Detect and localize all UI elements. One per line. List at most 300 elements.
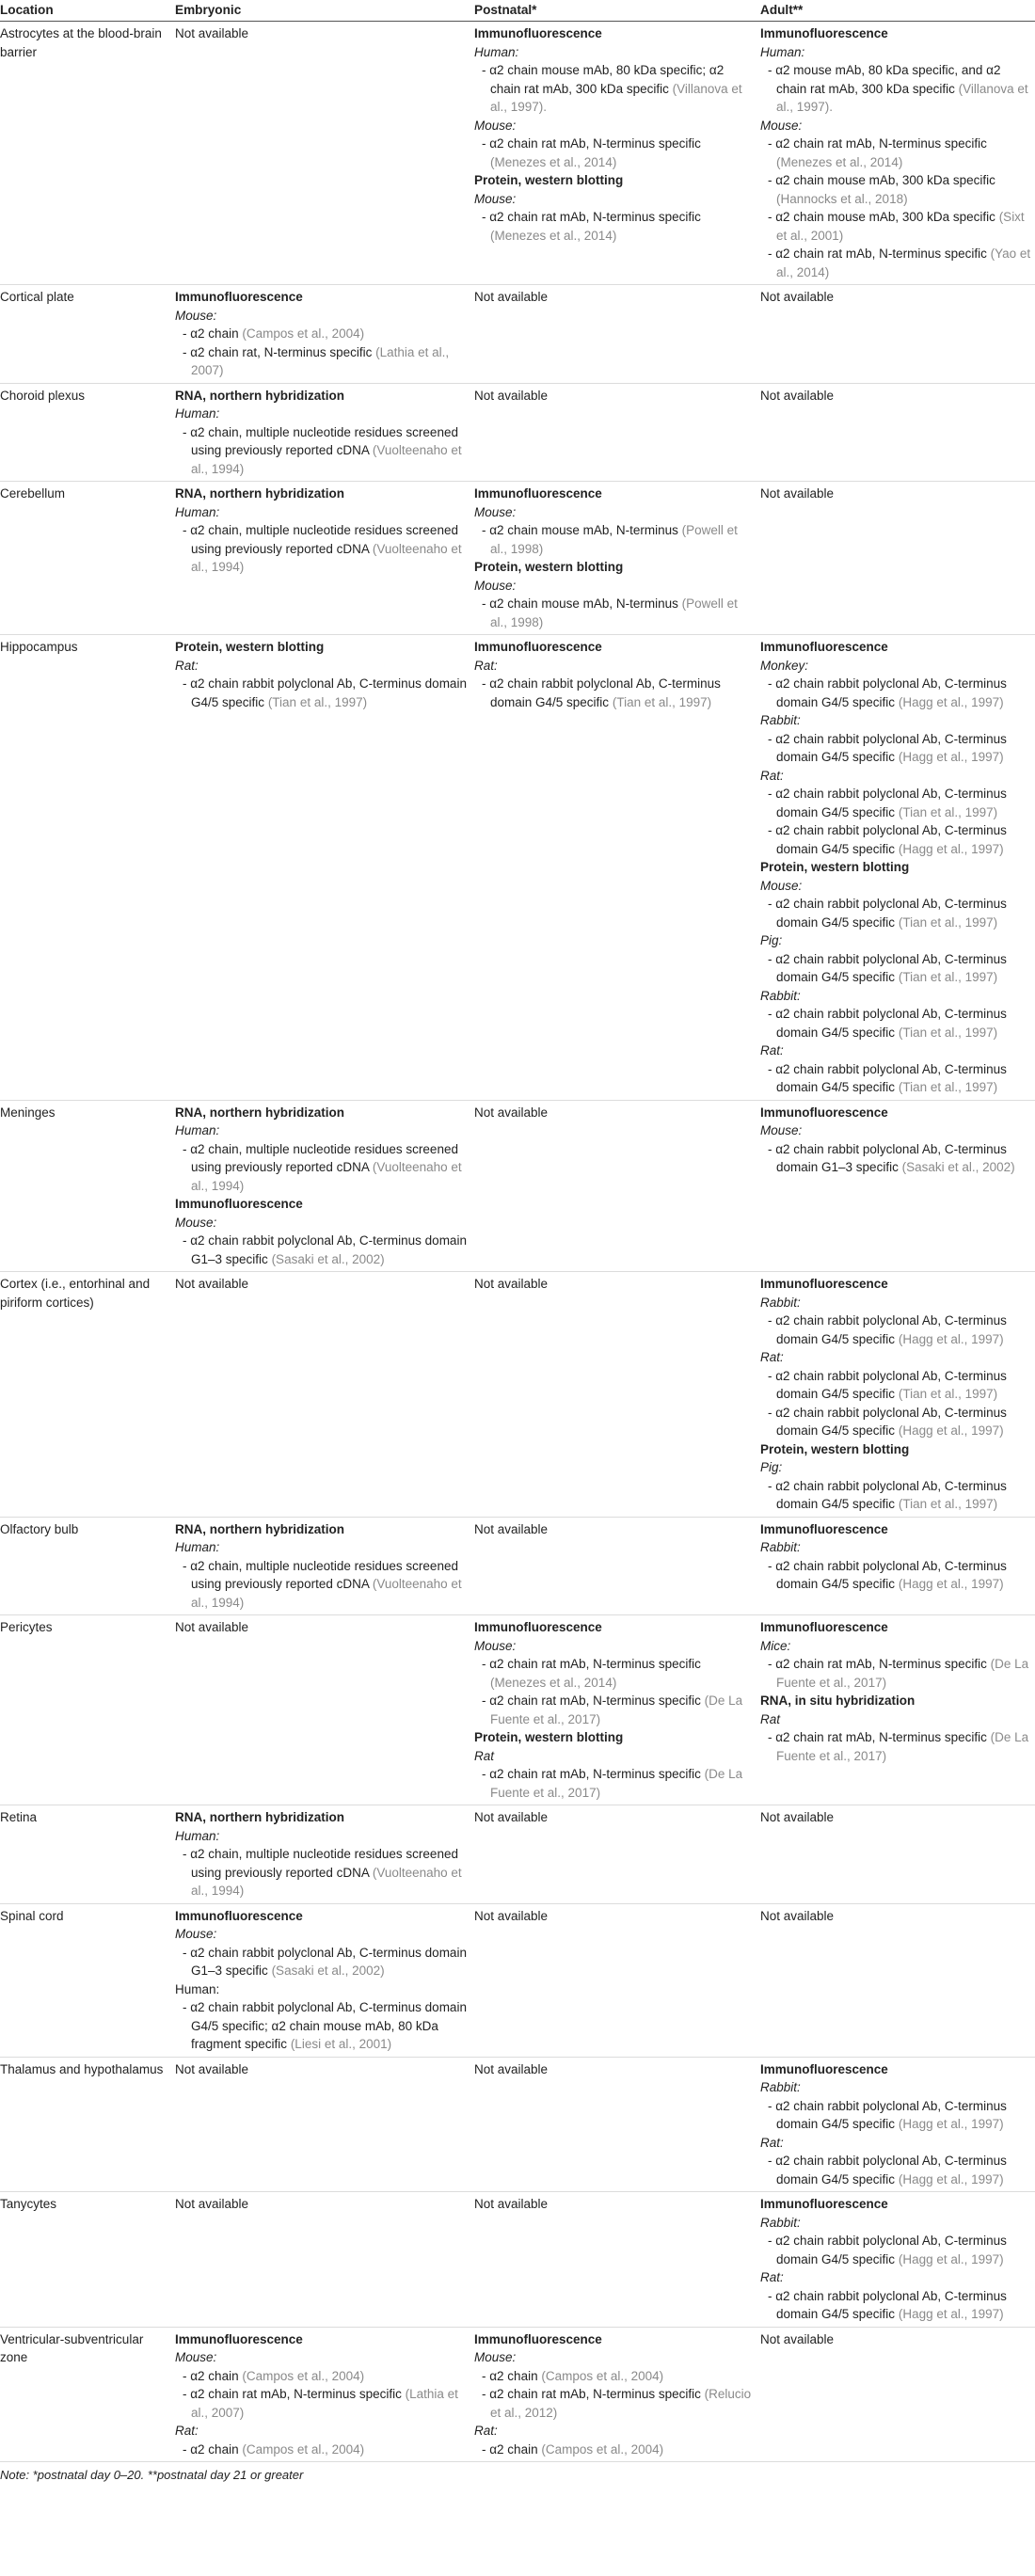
citation-text: (Powell et al., 1998) <box>490 596 738 629</box>
species-label: Mouse: <box>175 1927 217 1941</box>
antibody-description: - α2 chain rat mAb, N-terminus specific <box>768 246 987 261</box>
antibody-item <box>175 2385 470 2422</box>
antibody-item <box>175 343 470 380</box>
postnatal-cell <box>474 1272 760 1518</box>
species-label: Mouse: <box>474 504 517 519</box>
citation-text: (Tian et al., 1997) <box>898 804 998 819</box>
antibody-item <box>760 1367 1031 1404</box>
antibody-description: - α2 chain, multiple nucleotide residues screened using previously reported cDNA <box>183 424 458 457</box>
embryonic-cell <box>175 635 474 1101</box>
antibody-item <box>474 1692 756 1728</box>
adult-cell <box>760 482 1035 635</box>
method-heading: RNA, northern hybridization <box>175 1521 344 1536</box>
antibody-description: - α2 chain mouse mAb, N-terminus <box>482 596 678 611</box>
antibody-description: - α2 chain mouse mAb, 80 kDa specific; α2 chain rat mAb, 300 kDa specific <box>482 63 724 96</box>
embryonic-cell <box>175 1903 474 2057</box>
antibody-description: - α2 chain rat mAb, N-terminus specific <box>768 1657 987 1671</box>
citation-text: (Vuolteenaho et al., 1994) <box>191 1160 462 1193</box>
species-label: Rabbit: <box>760 1540 801 1554</box>
antibody-description: - α2 chain rat mAb, N-terminus specific <box>482 210 701 224</box>
antibody-description: - α2 chain rabbit polyclonal Ab, C-terminus domain G4/5 specific <box>768 2234 1007 2266</box>
citation-text: (Menezes et al., 2014) <box>490 154 617 169</box>
adult-cell <box>760 2057 1035 2192</box>
antibody-item <box>175 1232 470 1268</box>
method-heading: Immunofluorescence <box>760 26 888 40</box>
species-label: Mouse: <box>175 2350 217 2364</box>
antibody-item <box>760 1140 1031 1177</box>
antibody-description: - α2 chain rabbit polyclonal Ab, C-terminus domain G4/5 specific <box>768 676 1007 709</box>
postnatal-cell <box>474 2327 760 2462</box>
antibody-description: - α2 chain rabbit polyclonal Ab, C-terminus domain G4/5 specific <box>768 2154 1007 2186</box>
method-heading: RNA, northern hybridization <box>175 388 344 403</box>
citation-text: (De La Fuente et al., 2017) <box>490 1767 743 1800</box>
embryonic-cell <box>175 22 474 285</box>
cell-text: Not available <box>474 1277 549 1291</box>
postnatal-cell <box>474 1517 760 1615</box>
method-heading: Immunofluorescence <box>760 2197 888 2211</box>
postnatal-cell <box>474 482 760 635</box>
citation-text: (Villanova et al., 1997). <box>776 81 1028 114</box>
method-heading: Protein, western blotting <box>760 1441 910 1456</box>
antibody-description: - α2 chain rabbit polyclonal Ab, C-terminus domain G4/5 specific <box>768 897 1007 930</box>
method-heading: RNA, northern hybridization <box>175 486 344 501</box>
embryonic-cell <box>175 482 474 635</box>
antibody-description: - α2 chain <box>183 326 239 341</box>
antibody-item <box>474 135 756 171</box>
column-header-adult: Adult** <box>760 0 1035 22</box>
citation-text: (Powell et al., 1998) <box>490 523 738 556</box>
citation-text: (De La Fuente et al., 2017) <box>490 1693 743 1726</box>
citation-text: (Vuolteenaho et al., 1994) <box>191 443 462 476</box>
species-label: Human: <box>175 406 220 421</box>
citation-text: (Tian et al., 1997) <box>612 694 712 709</box>
antibody-description: - α2 chain, multiple nucleotide residues screened using previously reported cDNA <box>183 523 458 556</box>
adult-cell <box>760 1100 1035 1272</box>
adult-cell <box>760 1517 1035 1615</box>
citation-text: (Hagg et al., 1997) <box>898 1331 1004 1346</box>
citation-text: (Campos et al., 2004) <box>242 326 365 341</box>
citation-text: (Campos et al., 2004) <box>541 2441 664 2457</box>
species-label: Pig: <box>760 1460 783 1474</box>
embryonic-cell <box>175 1517 474 1615</box>
method-heading: Immunofluorescence <box>474 640 602 654</box>
antibody-description: - α2 chain rabbit polyclonal Ab, C-terminus domain G4/5 specific <box>768 787 1007 819</box>
species-label: Mouse: <box>760 1123 803 1137</box>
method-heading: Immunofluorescence <box>760 1521 888 1536</box>
antibody-item <box>474 1655 756 1692</box>
antibody-description: - α2 chain <box>183 2368 239 2383</box>
antibody-description: - α2 chain rabbit polyclonal Ab, C-terminus domain G1–3 specific <box>768 1141 1007 1174</box>
citation-text: (Hagg et al., 1997) <box>898 2117 1004 2131</box>
method-heading: Protein, western blotting <box>760 860 910 874</box>
method-heading: Protein, western blotting <box>474 173 624 187</box>
antibody-description: - α2 chain rabbit polyclonal Ab, C-terminus domain G4/5 specific <box>768 1405 1007 1438</box>
antibody-item <box>760 1477 1031 1514</box>
antibody-item <box>474 1765 756 1802</box>
species-label: Rat: <box>760 1350 784 1364</box>
antibody-item <box>474 2367 756 2386</box>
antibody-item <box>760 675 1031 711</box>
citation-text: (Hagg et al., 1997) <box>898 2171 1004 2186</box>
table-row <box>0 22 1035 285</box>
method-heading: Protein, western blotting <box>474 1730 624 1744</box>
table-row <box>0 1805 1035 1904</box>
antibody-description: - α2 chain rabbit polyclonal Ab, C-terminus domain G4/5 specific <box>768 951 1007 984</box>
postnatal-cell <box>474 1615 760 1805</box>
species-label: Mice: <box>760 1638 791 1653</box>
citation-text: (Hagg et al., 1997) <box>898 2307 1004 2321</box>
method-heading: Protein, western blotting <box>175 640 325 654</box>
citation-text: (Hagg et al., 1997) <box>898 1423 1004 1438</box>
species-label: Rat: <box>474 658 498 673</box>
method-heading: Immunofluorescence <box>175 2331 303 2346</box>
table-row <box>0 2327 1035 2462</box>
species-label: Pig: <box>760 933 783 947</box>
antibody-item <box>474 2441 756 2459</box>
antibody-description: - α2 chain, multiple nucleotide residues screened using previously reported cDNA <box>183 1141 458 1174</box>
antibody-description: - α2 chain rabbit polyclonal Ab, C-terminus domain G4/5 specific <box>768 1478 1007 1511</box>
species-label: Mouse: <box>474 1638 517 1653</box>
table-row <box>0 383 1035 482</box>
antibody-item <box>760 1557 1031 1594</box>
table-row <box>0 285 1035 384</box>
antibody-item <box>760 1655 1031 1692</box>
citation-text: (Tian et al., 1997) <box>898 970 998 984</box>
antibody-item <box>175 1140 470 1196</box>
column-header-location: Location <box>0 0 175 22</box>
antibody-item <box>175 423 470 479</box>
postnatal-cell <box>474 1805 760 1904</box>
cell-text: Not available <box>760 486 835 501</box>
method-heading: Immunofluorescence <box>175 1908 303 1923</box>
species-label: Human: <box>474 44 519 59</box>
species-label: Human: <box>760 44 805 59</box>
citation-text: (Tian et al., 1997) <box>898 914 998 930</box>
antibody-description: - α2 chain rat mAb, N-terminus specific <box>768 1730 987 1744</box>
species-label: Rabbit: <box>760 1295 801 1310</box>
antibody-description: - α2 chain rat mAb, N-terminus specific <box>482 1693 701 1708</box>
species-label: Mouse: <box>175 308 217 323</box>
cell-text: Not available <box>760 290 835 304</box>
cell-text: Not available <box>760 2331 835 2346</box>
antibody-description: - α2 chain, multiple nucleotide residues screened using previously reported cDNA <box>183 1558 458 1591</box>
cell-text: Not available <box>175 2197 249 2211</box>
citation-text: (Tian et al., 1997) <box>898 1025 998 1040</box>
method-heading: Immunofluorescence <box>760 640 888 654</box>
citation-text: (Campos et al., 2004) <box>242 2441 365 2457</box>
antibody-description: - α2 chain rabbit polyclonal Ab, C-terminus domain G4/5 specific <box>768 1368 1007 1401</box>
table-row <box>0 635 1035 1101</box>
antibody-description: - α2 chain rabbit polyclonal Ab, C-terminus domain G4/5 specific <box>768 823 1007 856</box>
citation-text: (Sixt et al., 2001) <box>776 210 1025 243</box>
citation-text: (Hagg et al., 1997) <box>898 841 1004 856</box>
species-label: Rabbit: <box>760 2080 801 2094</box>
antibody-item <box>175 1557 470 1613</box>
species-label: Rat: <box>175 2424 199 2438</box>
antibody-description: - α2 chain <box>482 2368 538 2383</box>
citation-text: (De La Fuente et al., 2017) <box>776 1730 1029 1763</box>
postnatal-cell <box>474 1100 760 1272</box>
table-row <box>0 2057 1035 2192</box>
antibody-description: - α2 chain rabbit polyclonal Ab, C-terminus domain G4/5 specific <box>768 1558 1007 1591</box>
location-cell: Meninges <box>0 1100 175 1272</box>
antibody-item <box>760 1060 1031 1097</box>
cell-text: Not available <box>175 26 249 40</box>
postnatal-cell <box>474 2057 760 2192</box>
citation-text: (Tian et al., 1997) <box>898 1497 998 1511</box>
citation-text: (De La Fuente et al., 2017) <box>776 1657 1029 1690</box>
species-label: Rat: <box>760 1043 784 1057</box>
method-heading: Immunofluorescence <box>760 1620 888 1634</box>
species-label: Human: <box>175 1828 220 1843</box>
species-label: Mouse: <box>175 1215 217 1230</box>
species-label: Rabbit: <box>760 713 801 727</box>
table-row <box>0 1517 1035 1615</box>
cell-text: Not available <box>474 290 549 304</box>
antibody-item <box>760 895 1031 931</box>
location-cell: Olfactory bulb <box>0 1517 175 1615</box>
location-cell: Ventricular-subventricular zone <box>0 2327 175 2462</box>
citation-text: (Sasaki et al., 2002) <box>271 1251 385 1266</box>
method-heading: Immunofluorescence <box>474 26 602 40</box>
cell-text: Not available <box>760 1810 835 1824</box>
method-heading: Protein, western blotting <box>474 560 624 574</box>
antibody-description: - α2 chain rabbit polyclonal Ab, C-terminus domain G4/5 specific; α2 chain mouse mAb, 80 kDa fragment specific <box>183 2000 467 2051</box>
embryonic-cell <box>175 2057 474 2192</box>
citation-text: (Menezes et al., 2014) <box>776 154 903 169</box>
embryonic-cell <box>175 1615 474 1805</box>
table-note: Note: *postnatal day 0–20. **postnatal day 21 or greater <box>0 2468 304 2482</box>
antibody-item <box>760 821 1031 858</box>
antibody-item <box>175 675 470 711</box>
cell-text: Not available <box>474 1105 549 1120</box>
postnatal-cell <box>474 383 760 482</box>
table-row <box>0 1272 1035 1518</box>
antibody-item <box>175 1944 470 1980</box>
embryonic-cell <box>175 1272 474 1518</box>
postnatal-cell <box>474 1903 760 2057</box>
cell-text: Not available <box>474 2197 549 2211</box>
antibody-description: - α2 chain rat mAb, N-terminus specific <box>482 2387 701 2401</box>
location-cell: Pericytes <box>0 1615 175 1805</box>
species-label: Rabbit: <box>760 2215 801 2230</box>
method-heading: RNA, northern hybridization <box>175 1810 344 1824</box>
cell-text: Human: <box>175 1981 220 1996</box>
antibody-item <box>474 595 756 631</box>
citation-text: (Tian et al., 1997) <box>898 1080 998 1094</box>
cell-text: Not available <box>760 1908 835 1923</box>
antibody-item <box>760 135 1031 171</box>
antibody-description: - α2 chain rat mAb, N-terminus specific <box>482 136 701 151</box>
species-label: Monkey: <box>760 658 809 673</box>
citation-text: (Campos et al., 2004) <box>242 2368 365 2383</box>
adult-cell <box>760 1903 1035 2057</box>
species-label: Human: <box>175 1123 220 1137</box>
citation-text: (Sasaki et al., 2002) <box>901 1160 1015 1174</box>
antibody-item <box>474 61 756 117</box>
citation-text: (Lathia et al., 2007) <box>191 344 450 377</box>
location-cell: Choroid plexus <box>0 383 175 482</box>
antibody-description: - α2 chain rabbit polyclonal Ab, C-terminus domain G4/5 specific <box>183 676 467 709</box>
antibody-item <box>760 1404 1031 1440</box>
antibody-item <box>760 1728 1031 1765</box>
location-cell: Retina <box>0 1805 175 1904</box>
method-heading: Immunofluorescence <box>760 2061 888 2076</box>
antibody-item <box>760 1005 1031 1042</box>
citation-text: (Vuolteenaho et al., 1994) <box>191 1865 462 1898</box>
method-heading: Immunofluorescence <box>474 486 602 501</box>
embryonic-cell <box>175 285 474 384</box>
antibody-item <box>474 521 756 558</box>
location-cell: Cortical plate <box>0 285 175 384</box>
species-label: Mouse: <box>474 578 517 593</box>
postnatal-cell <box>474 2192 760 2328</box>
antibody-description: - α2 chain rabbit polyclonal Ab, C-terminus domain G4/5 specific <box>768 2098 1007 2131</box>
citation-text: (Campos et al., 2004) <box>541 2368 664 2383</box>
antibody-description: - α2 chain rabbit polyclonal Ab, C-terminus domain G4/5 specific <box>768 1061 1007 1094</box>
citation-text: (Yao et al., 2014) <box>776 246 1031 279</box>
species-label: Rabbit: <box>760 988 801 1003</box>
embryonic-cell <box>175 2327 474 2462</box>
adult-cell <box>760 22 1035 285</box>
antibody-item <box>175 1845 470 1900</box>
antibody-item <box>760 208 1031 245</box>
antibody-description: - α2 chain rabbit polyclonal Ab, C-terminus domain G1–3 specific <box>183 1233 467 1266</box>
location-cell: Cerebellum <box>0 482 175 635</box>
table-body <box>0 22 1035 2462</box>
antibody-description: - α2 chain rabbit polyclonal Ab, C-terminus domain G4/5 specific <box>482 676 721 709</box>
location-cell: Spinal cord <box>0 1903 175 2057</box>
antibody-description: - α2 chain rabbit polyclonal Ab, C-terminus domain G4/5 specific <box>768 1007 1007 1040</box>
antibody-item <box>175 1998 470 2054</box>
species-label: Rat: <box>760 2270 784 2284</box>
adult-cell <box>760 383 1035 482</box>
postnatal-cell <box>474 22 760 285</box>
antibody-item <box>175 325 470 343</box>
location-cell: Tanycytes <box>0 2192 175 2328</box>
antibody-item <box>760 61 1031 117</box>
method-heading: RNA, northern hybridization <box>175 1105 344 1120</box>
species-label: Human: <box>175 1540 220 1554</box>
method-heading: Immunofluorescence <box>760 1105 888 1120</box>
species-label: Mouse: <box>474 191 517 206</box>
embryonic-cell <box>175 1805 474 1904</box>
method-heading: RNA, in situ hybridization <box>760 1693 916 1708</box>
citation-text: (Relucio et al., 2012) <box>490 2387 752 2420</box>
column-header-embryonic: Embryonic <box>175 0 474 22</box>
species-label: Rat <box>474 1748 495 1763</box>
method-heading: Immunofluorescence <box>175 1197 303 1211</box>
species-label: Mouse: <box>474 2350 517 2364</box>
column-header-postnatal: Postnatal* <box>474 0 760 22</box>
adult-cell <box>760 635 1035 1101</box>
citation-text: (Hagg et al., 1997) <box>898 750 1004 764</box>
cell-text: Not available <box>474 1908 549 1923</box>
cell-text: Not available <box>474 1810 549 1824</box>
table-row <box>0 482 1035 635</box>
postnatal-cell <box>474 285 760 384</box>
antibody-item <box>760 730 1031 767</box>
citation-text: (Sasaki et al., 2002) <box>271 1964 385 1978</box>
antibody-item <box>760 2232 1031 2268</box>
antibody-description: - α2 chain mouse mAb, 300 kDa specific <box>768 173 995 187</box>
postnatal-cell <box>474 635 760 1101</box>
species-label: Rat: <box>760 768 784 783</box>
table-row <box>0 1903 1035 2057</box>
adult-cell <box>760 1272 1035 1518</box>
antibody-description: - α2 chain rat mAb, N-terminus specific <box>183 2387 402 2401</box>
citation-text: (Tian et al., 1997) <box>898 1387 998 1401</box>
species-label: Rat: <box>760 2135 784 2150</box>
antibody-description: - α2 chain rabbit polyclonal Ab, C-terminus domain G1–3 specific <box>183 1945 467 1978</box>
embryonic-cell <box>175 2192 474 2328</box>
antibody-item <box>760 785 1031 821</box>
antibody-item <box>760 245 1031 281</box>
cell-text: Not available <box>175 1277 249 1291</box>
antibody-description: - α2 mouse mAb, 80 kDa specific, and α2 chain rat mAb, 300 kDa specific <box>768 63 1001 96</box>
method-heading: Immunofluorescence <box>175 290 303 304</box>
location-cell: Astrocytes at the blood-brain barrier <box>0 22 175 285</box>
adult-cell <box>760 2192 1035 2328</box>
citation-text: (Hagg et al., 1997) <box>898 1577 1004 1591</box>
antibody-item <box>175 521 470 577</box>
method-heading: Immunofluorescence <box>760 1277 888 1291</box>
citation-text: (Hagg et al., 1997) <box>898 694 1004 709</box>
cell-text: Not available <box>175 2061 249 2076</box>
citation-text: (Menezes et al., 2014) <box>490 1675 617 1690</box>
antibody-item <box>474 2385 756 2422</box>
antibody-item <box>175 2367 470 2386</box>
adult-cell <box>760 1615 1035 1805</box>
adult-cell <box>760 1805 1035 1904</box>
antibody-description: - α2 chain rat mAb, N-terminus specific <box>768 136 987 151</box>
location-cell: Hippocampus <box>0 635 175 1101</box>
method-heading: Immunofluorescence <box>474 1620 602 1634</box>
antibody-description: - α2 chain rat mAb, N-terminus specific <box>482 1767 701 1781</box>
antibody-description: - α2 chain rabbit polyclonal Ab, C-terminus domain G4/5 specific <box>768 731 1007 764</box>
cell-text: Not available <box>474 1521 549 1536</box>
species-label: Mouse: <box>760 118 803 133</box>
cell-text: Not available <box>474 388 549 403</box>
antibody-description: - α2 chain rabbit polyclonal Ab, C-terminus domain G4/5 specific <box>768 2288 1007 2321</box>
antibody-description: - α2 chain <box>482 2441 538 2457</box>
antibody-item <box>474 208 756 245</box>
citation-text: (Tian et al., 1997) <box>267 694 368 709</box>
citation-text: (Hagg et al., 1997) <box>898 2251 1004 2266</box>
antibody-description: - α2 chain rat mAb, N-terminus specific <box>482 1657 701 1671</box>
citation-text: (Menezes et al., 2014) <box>490 228 617 243</box>
antibody-item <box>760 2152 1031 2188</box>
location-cell: Cortex (i.e., entorhinal and piriform cortices) <box>0 1272 175 1518</box>
cell-text: Not available <box>175 1620 249 1634</box>
cell-text: Not available <box>760 388 835 403</box>
antibody-description: - α2 chain <box>183 2441 239 2457</box>
species-label: Rat: <box>474 2424 498 2438</box>
antibody-item <box>760 171 1031 208</box>
table-row <box>0 1100 1035 1272</box>
antibody-description: - α2 chain, multiple nucleotide residues screened using previously reported cDNA <box>183 1847 458 1880</box>
table-row <box>0 1615 1035 1805</box>
adult-cell <box>760 2327 1035 2462</box>
species-label: Rat: <box>175 658 199 673</box>
table-row <box>0 2192 1035 2328</box>
method-heading: Immunofluorescence <box>474 2331 602 2346</box>
citation-text: (Hannocks et al., 2018) <box>776 191 908 206</box>
antibody-item <box>474 675 756 711</box>
antibody-description: - α2 chain mouse mAb, 300 kDa specific <box>768 210 995 224</box>
location-cell: Thalamus and hypothalamus <box>0 2057 175 2192</box>
table-header-row <box>0 0 1035 22</box>
